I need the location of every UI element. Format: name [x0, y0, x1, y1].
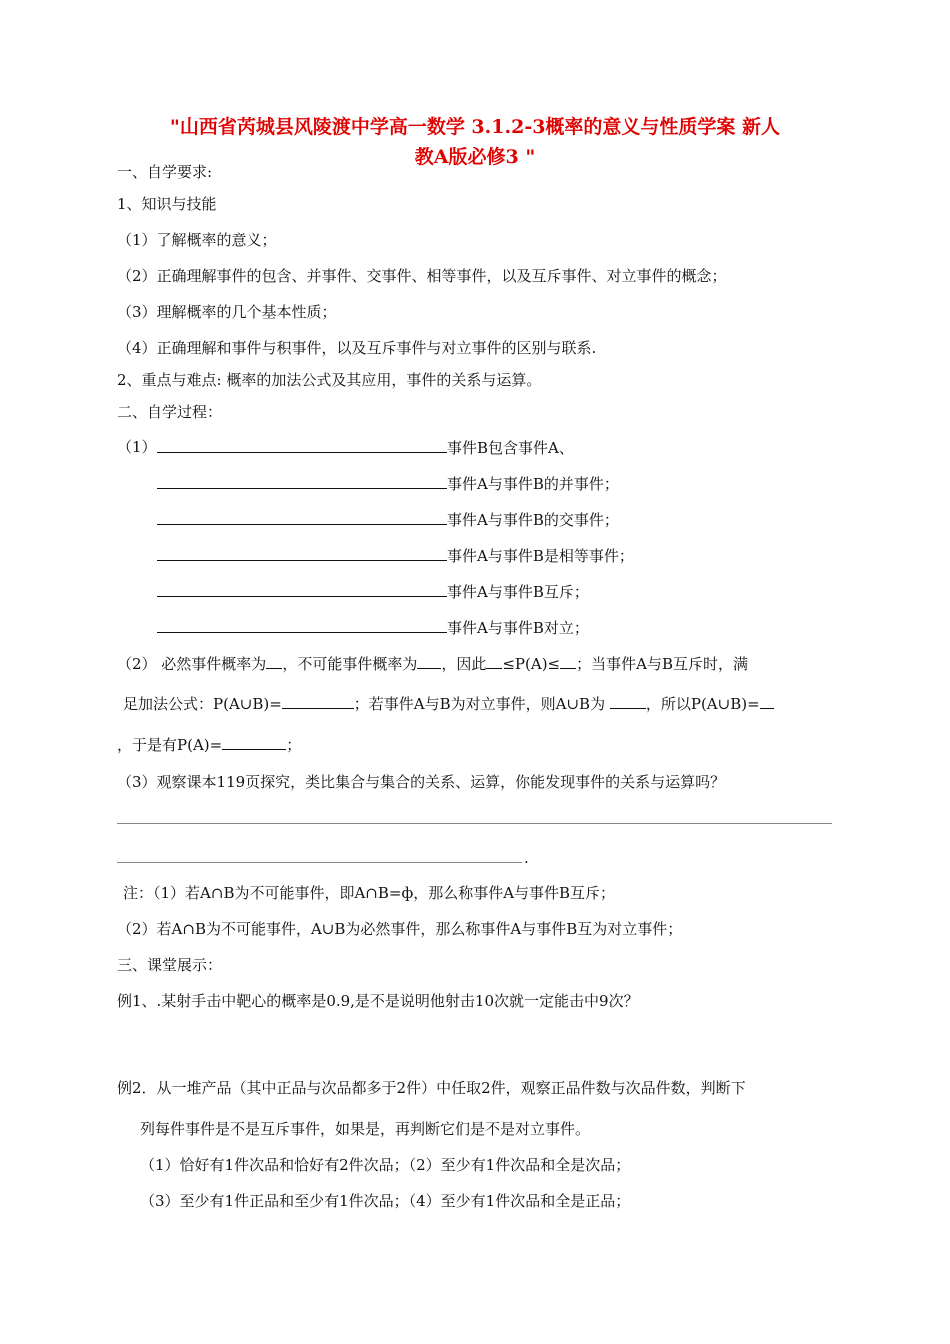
answer-blank[interactable] [486, 653, 502, 669]
example-2-line-1: 例2．从一堆产品（其中正品与次品都多于2件）中任取2件，观察正品件数与次品件数，判断下 [117, 1079, 746, 1097]
fill-row-label: 事件B包含事件A、 [447, 439, 574, 457]
example-1: 例1、.某射手击中靶心的概率是0.9,是不是说明他射击10次就一定能击中9次？ [117, 992, 639, 1010]
answer-blank[interactable] [157, 437, 447, 453]
example-2-options-2: （3）至少有1件正品和至少有1件次品；（4）至少有1件次品和全是正品； [140, 1192, 631, 1210]
example-2-options-1: （1）恰好有1件次品和恰好有2件次品；（2）至少有1件次品和全是次品； [140, 1156, 631, 1174]
fill-row-3 [157, 509, 619, 530]
answer-blank[interactable] [157, 473, 447, 489]
q2-text: 足加法公式：P(A∪B)= [123, 695, 282, 713]
q2-text: ；若事件A与B为对立事件，则A∪B为 [353, 695, 610, 713]
note-2: （2）若A∩B为不可能事件，A∪B为必然事件，那么称事件A与事件B互为对立事件； [117, 920, 683, 938]
example-2-line-2: 列每件事件是不是互斥事件，如果是，再判断它们是不是对立事件。 [140, 1120, 591, 1138]
objective-item-3: （3）理解概率的几个基本性质； [117, 303, 337, 321]
answer-end-period: . [524, 849, 529, 867]
answer-blank[interactable] [760, 693, 774, 709]
section-2-heading: 二、自学过程： [117, 403, 223, 421]
objective-item-1: （1）了解概率的意义； [117, 231, 277, 249]
question-1-label: （1） [117, 438, 157, 456]
note-1: 注：（1）若A∩B为不可能事件，即A∩B=ф，那么称事件A与事件B互斥； [123, 884, 616, 902]
fill-row-label: 事件A与事件B的交事件； [447, 511, 619, 529]
fill-row-label: 事件A与事件B的并事件； [447, 475, 619, 493]
answer-blank[interactable] [610, 693, 646, 709]
question-2-line-2 [123, 693, 774, 714]
answer-blank[interactable] [560, 653, 576, 669]
answer-blank[interactable] [157, 509, 447, 525]
question-3-text: （3）观察课本119页探究，类比集合与集合的关系、运算，你能发现事件的关系与运算吗？ [117, 773, 726, 791]
answer-blank[interactable] [157, 617, 447, 633]
q2-text: ；当事件A与B互斥时，满 [576, 655, 748, 673]
objective-item-4: （4）正确理解和事件与积事件，以及互斥事件与对立事件的区别与联系. [117, 339, 597, 357]
answer-blank[interactable] [417, 653, 441, 669]
answer-blank[interactable] [157, 581, 447, 597]
fill-row-label: 事件A与事件B互斥； [447, 583, 589, 601]
question-2-line-3 [117, 734, 301, 755]
fill-row-6 [157, 617, 589, 638]
question-2-line-1 [117, 653, 748, 674]
answer-blank[interactable] [222, 734, 286, 750]
section-3-heading: 三、课堂展示： [117, 956, 223, 974]
fill-row-label: 事件A与事件B对立； [447, 619, 589, 637]
q2-text: ，因此 [441, 655, 487, 673]
q2-text: ，于是有P(A)= [117, 736, 223, 754]
answer-line[interactable] [117, 823, 832, 824]
subsection-knowledge-skills: 1、知识与技能 [117, 195, 217, 213]
section-1-heading: 一、自学要求: [117, 163, 213, 181]
fill-row-label: 事件A与事件B是相等事件； [447, 547, 634, 565]
document-title-line-1: "山西省芮城县风陵渡中学高一数学 3.1.2-3概率的意义与性质学案 新人 [169, 116, 781, 138]
document-title-line-2: 教A版必修3 " [414, 146, 536, 168]
fill-row-1 [157, 437, 574, 458]
answer-blank[interactable] [266, 653, 282, 669]
fill-row-2 [157, 473, 619, 494]
answer-blank[interactable] [282, 693, 354, 709]
q2-text: ，所以P(A∪B)= [645, 695, 760, 713]
q2-text: ； [286, 736, 302, 754]
objective-item-2: （2）正确理解事件的包含、并事件、交事件、相等事件，以及互斥事件、对立事件的概念； [117, 267, 727, 285]
fill-row-4 [157, 545, 634, 566]
q2-text: ，不可能事件概率为 [282, 655, 418, 673]
answer-line[interactable] [117, 862, 522, 863]
fill-row-5 [157, 581, 589, 602]
q2-text: （2） 必然事件概率为 [117, 655, 267, 673]
key-points-text: 2、重点与难点: 概率的加法公式及其应用，事件的关系与运算。 [117, 371, 542, 389]
q2-text: ≤P(A)≤ [502, 655, 561, 673]
answer-blank[interactable] [157, 545, 447, 561]
